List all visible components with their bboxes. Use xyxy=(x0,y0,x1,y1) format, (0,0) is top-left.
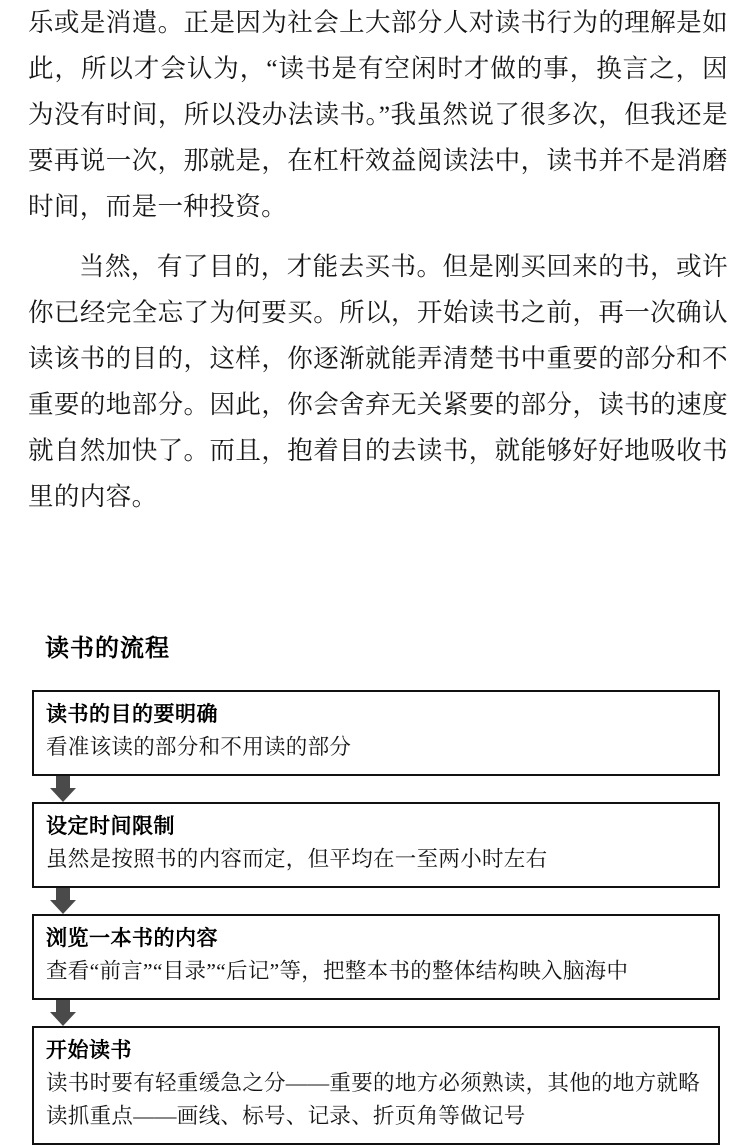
flow-step-4-title: 开始读书 xyxy=(46,1039,132,1062)
down-arrow-icon xyxy=(50,776,76,802)
flow-step-4 xyxy=(32,1026,720,1145)
paragraph-2: 当然，有了目的，才能去买书。但是刚买回来的书，或许你已经完全忘了为何要买。所以，开始读书之前，再一次确认读该书的目的，这样，你逐渐就能弄清楚书中重要的部分和不重要的地部分。因此，你会舍弃无关紧要的部分，读书的速度就自然加快了。而且，抱着目的去读书，就能够好好地吸收书里的内容。 xyxy=(28,252,728,511)
flow-step-2 xyxy=(32,802,720,888)
flow-step-3-description: 查看“前言”“目录”“后记”等，把整本书的整体结构映入脑海中 xyxy=(46,959,629,983)
arrow-head xyxy=(50,788,76,802)
down-arrow-icon xyxy=(50,888,76,914)
down-arrow-icon xyxy=(50,1000,76,1026)
flow-step-2-title: 设定时间限制 xyxy=(46,815,175,838)
flow-step-1-description: 看准该读的部分和不用读的部分 xyxy=(46,735,352,759)
paragraph-1: 乐或是消遣。正是因为社会上大部分人对读书行为的理解是如此，所以才会认为，“读书是有空闲时才做的事，换言之，因为没有时间，所以没办法读书。”我虽然说了很多次，但我还是要再说一次，那就是，在杠杆效益阅读法中，读书并不是消磨时间，而是一种投资。 xyxy=(28,8,728,221)
arrow-head xyxy=(50,900,76,914)
flow-step-4-description: 读书时要有轻重缓急之分——重要的地方必须熟读，其他的地方就略读抓重点——画线、标号、记录、折页角等做记号 xyxy=(46,1071,701,1128)
flow-step-3 xyxy=(32,914,720,1000)
flow-step-3-title: 浏览一本书的内容 xyxy=(46,927,218,950)
arrow-head xyxy=(50,1012,76,1026)
flow-step-2-description: 虽然是按照书的内容而定，但平均在一至两小时左右 xyxy=(46,847,548,871)
section-heading: 读书的流程 xyxy=(45,635,170,662)
flow-step-1-title: 读书的目的要明确 xyxy=(46,703,218,726)
body-text-block xyxy=(28,0,728,520)
flow-step-1 xyxy=(32,690,720,776)
reading-process-flowchart xyxy=(32,690,720,1145)
